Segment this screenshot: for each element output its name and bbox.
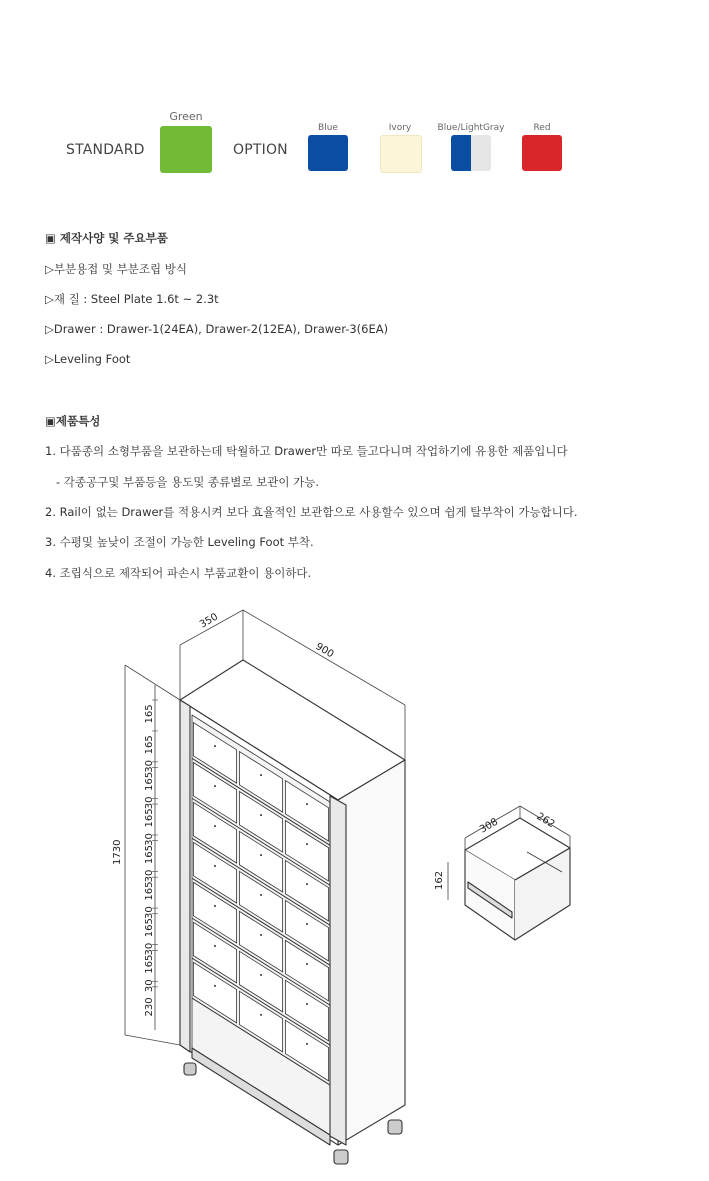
drawer-handle <box>260 894 262 896</box>
shelf-dim-label: 230 <box>144 997 155 1017</box>
color-options <box>0 0 709 190</box>
drawer-handle <box>260 774 262 776</box>
feature-subitem: - 각종공구및 부품등을 용도및 종류별로 보관이 가능. <box>45 475 319 489</box>
shelf-dimensions <box>144 700 158 1016</box>
swatch-blue[interactable] <box>308 135 348 171</box>
feature-item: 2. Rail이 없는 Drawer를 적용시켜 보다 효율적인 보관함으로 사용할수 있으며 쉽게 탈부착이 가능합니다. <box>45 505 578 519</box>
shelf-dim-label: 165 <box>144 918 155 938</box>
drawer-handle <box>260 974 262 976</box>
drawer-handle <box>260 854 262 856</box>
shelf-dim-label: 165 <box>144 704 155 724</box>
feature-item: 1. 다품종의 소형부품을 보관하는데 탁월하고 Drawer만 따로 들고다니며 작업하기에 유용한 제품입니다 <box>45 444 568 458</box>
cabinet-side-panel <box>338 760 405 1145</box>
option-label: OPTION <box>233 142 288 158</box>
spec-heading: ▣ 제작사양 및 주요부품 <box>45 231 168 245</box>
leveling-foot <box>388 1120 402 1134</box>
drawer-handle <box>214 985 216 987</box>
shelf-dim-label: 30 <box>144 942 155 956</box>
leveling-foot <box>334 1150 348 1164</box>
drawer-handle <box>306 923 308 925</box>
drawer-handle <box>214 945 216 947</box>
shelf-dim-label: 30 <box>144 906 155 919</box>
feature-item: 4. 조립식으로 제작되어 파손시 부품교환이 용이하다. <box>45 566 312 580</box>
spec-item: ▷Leveling Foot <box>45 352 131 366</box>
swatch-red[interactable] <box>522 135 562 171</box>
cabinet-height-dim: 1730 <box>112 839 123 865</box>
shelf-dim-label: 165 <box>144 881 155 901</box>
spec-item: ▷Drawer : Drawer-1(24EA), Drawer-2(12EA), Drawer-3(6EA) <box>45 322 389 336</box>
shelf-dim-label: 165 <box>144 735 155 755</box>
cabinet-technical-drawing <box>0 595 709 1181</box>
drawer-handle <box>306 1043 308 1045</box>
drawer-handle <box>214 785 216 787</box>
swatch-ivory[interactable] <box>380 135 422 173</box>
shelf-dim-label: 165 <box>144 808 155 828</box>
swatch-green[interactable] <box>160 126 212 173</box>
drawer-detail <box>465 818 570 940</box>
drawer-handle <box>260 934 262 936</box>
option-color-name-blue-lightgray: Blue/LightGray <box>437 123 505 133</box>
standard-color-name: Green <box>169 110 203 123</box>
shelf-dim-label: 165 <box>144 771 155 791</box>
drawer-handle <box>260 1014 262 1016</box>
spec-item: ▷재 질 : Steel Plate 1.6t ~ 2.3t <box>45 292 219 306</box>
shelf-dim-label: 30 <box>144 869 155 883</box>
feature-item: 3. 수평및 높낮이 조절이 가능한 Leveling Foot 부착. <box>45 535 314 549</box>
drawer-handle <box>306 963 308 965</box>
swatch-blue-lightgray[interactable] <box>451 135 491 171</box>
spec-item: ▷부분용접 및 부분조립 방식 <box>45 262 188 276</box>
shelf-dim-label: 30 <box>144 796 155 810</box>
drawer-width-dim: 308 <box>478 816 501 836</box>
drawer-height-dim: 162 <box>434 870 445 890</box>
drawer-handle <box>306 803 308 805</box>
option-color-name-red: Red <box>533 123 551 133</box>
shelf-dim-label: 30 <box>144 833 155 846</box>
shelf-dim-label: 165 <box>144 954 155 974</box>
drawer-handle <box>306 843 308 845</box>
features-heading: ▣제품특성 <box>45 414 101 428</box>
drawer-handle <box>214 865 216 867</box>
shelf-dim-label: 30 <box>144 759 155 773</box>
drawer-handle <box>306 1003 308 1005</box>
option-color-name-ivory: Ivory <box>388 123 412 133</box>
drawer-depth-dim: 262 <box>534 811 557 831</box>
drawer-handle <box>306 883 308 885</box>
drawer-handle <box>214 745 216 747</box>
drawer-handle <box>214 905 216 907</box>
shelf-dim-label: 165 <box>144 845 155 865</box>
drawer-handle <box>214 825 216 827</box>
leveling-foot <box>184 1063 196 1075</box>
cabinet-depth-dim: 350 <box>198 611 221 631</box>
option-color-name-blue: Blue <box>318 123 338 133</box>
standard-label: STANDARD <box>66 142 145 158</box>
drawer-handle <box>260 814 262 816</box>
shelf-dim-label: 30 <box>144 979 155 993</box>
cabinet-width-dim: 900 <box>313 641 336 661</box>
